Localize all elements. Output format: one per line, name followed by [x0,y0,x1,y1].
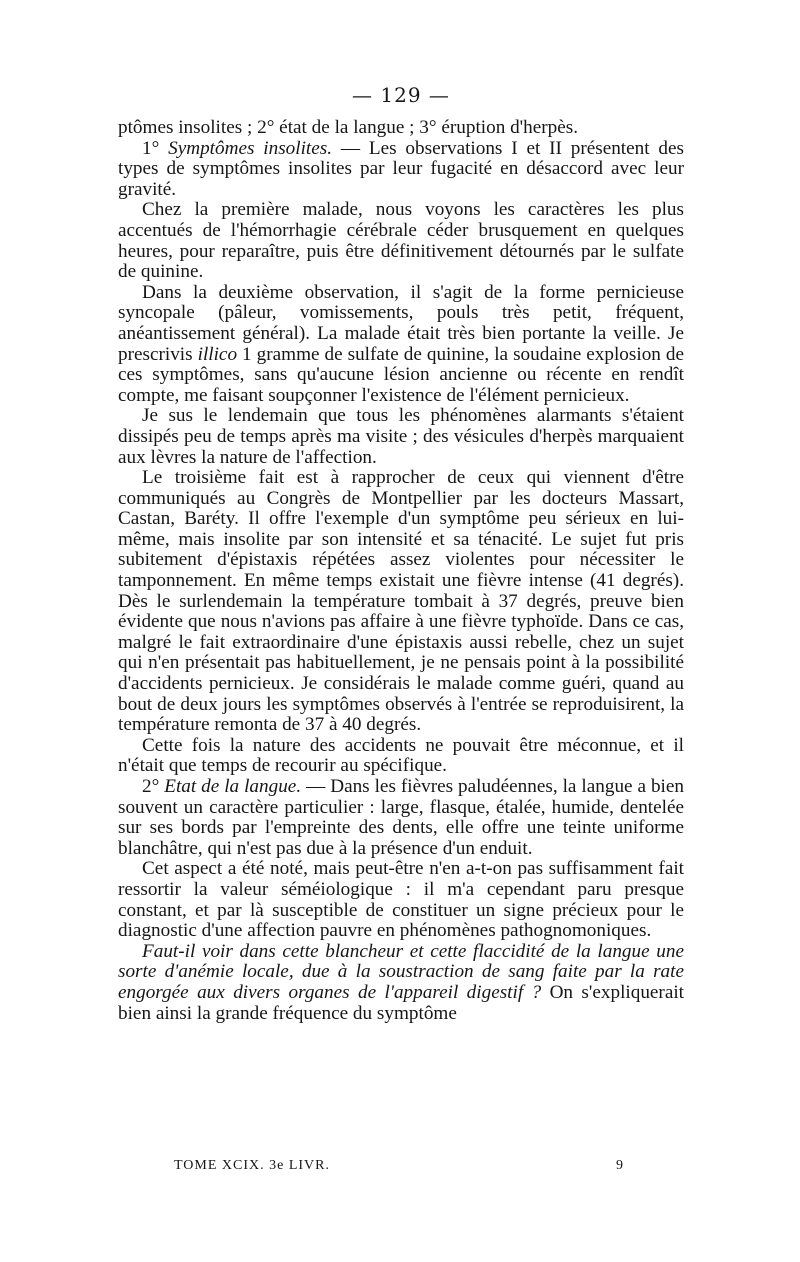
text-run: — Dans les fièvres paludéennes, la langue a bien souvent un caractère particulier : large, flasque, étalée, humide, dentelée sur ses bords par l'empreinte des dents, elle offre une teinte uniforme blanchâtre, qui n'est pas due à la présence d'un enduit. [118,776,685,859]
paragraph [118,283,684,407]
paragraph [118,406,684,468]
text-run: Cet aspect a été noté, mais peut-être n'en a-t-on pas suffisamment fait ressortir la valeur séméiologique : il m'a cependant paru presque constant, et par là susceptible de constituer un signe précieux pour le diagnostic d'une affection pauvre en phénomènes pathognomoniques. [118,858,684,942]
printer-signature: TOME XCIX. 3e LIVR. [174,1158,331,1173]
italic-text-run: illico [197,343,238,365]
text-run: On s'expliquerait bien ainsi la grande fréquence du symptôme [118,981,684,1024]
italic-text-run: Faut-il voir dans cette blancheur et cette flaccidité de la langue une sorte d'anémie locale, due à la soustraction de sang faite par la rate engorgée aux divers organes de l'appareil digestif ? [118,940,684,1003]
text-run: 1 gramme de sulfate de quinine, la soudaine explosion de ces symptômes, sans qu'aucune lésion ancienne ou récente en rendît compte, me faisant soupçonner l'existence de l'élément pernicieux. [118,343,684,406]
paragraph [118,468,684,736]
text-run: Chez la première malade, nous voyons les caractères les plus accentués de l'hémorrhagie cérébrale céder brusquement en quelques heures, pour reparaître, puis être définitivement détournés par le sulfate de quinine. [118,199,684,283]
paragraph [118,118,684,139]
text-run: Le troisième fait est à rapprocher de ceux qui viennent d'être communiqués au Congrès de Montpellier par les docteurs Massart, Castan, Baréty. Il offre l'exemple d'un symptôme peu sérieux en lui-même, mais insolite par son intensité et sa ténacité. Le sujet fut pris subitement d'épistaxis répétées assez violentes pour nécessiter le tamponnement. En même temps existait une fièvre intense (41 degrés). Dès le surlendemain la température tombait à 37 degrés, preuve bien évidente que nous n'avions pas affaire à une fièvre typhoïde. Dans ce cas, malgré le fait extraordinaire d'une épistaxis aussi rebelle, chez un sujet qui n'en présentait pas habituellement, je ne pensais point à la possibilité d'accidents pernicieux. Je considérais le malade comme guéri, quand au bout de deux jours les symptômes observés à l'entrée se reproduisirent, la température remonta de 37 à 40 degrés. [118,467,684,736]
page-number: — 129 — [352,83,450,107]
text-run: Je sus le lendemain que tous les phénomènes alarmants s'étaient dissipés peu de temps après ma visite ; des vésicules d'herpès marquaient aux lèvres la nature de l'affection. [118,405,684,468]
text-run: Dans la deuxième observation, il s'agit de la forme pernicieuse syncopale (pâleur, vomissements, pouls très petit, fréquent, anéantissement général). La malade était très bien portante la veille. Je prescrivis [118,281,684,365]
book-page [118,82,685,1173]
text-run: 1° [142,137,169,159]
text-run: Cette fois la nature des accidents ne pouvait être méconnue, et il n'était que temps de recourir au spécifique. [118,734,684,777]
italic-text-run: Symptômes insolites. [168,137,333,159]
sheet-number: 9 [616,1158,624,1173]
paragraph [118,942,684,1024]
paragraph [118,139,684,201]
text-run: ptômes insolites ; 2° état de la langue ; 3° éruption d'herpès. [118,117,579,138]
body-text [118,118,684,1024]
text-run: 2° [142,776,165,797]
paragraph [118,777,684,859]
text-run: — Les observations I et II présentent des types de symptômes insolites par leur fugacité en désaccord avec leur gravité. [118,137,684,200]
italic-text-run: Etat de la langue. [164,776,302,797]
paragraph [118,200,684,282]
paragraph [118,736,684,777]
paragraph [118,859,684,941]
